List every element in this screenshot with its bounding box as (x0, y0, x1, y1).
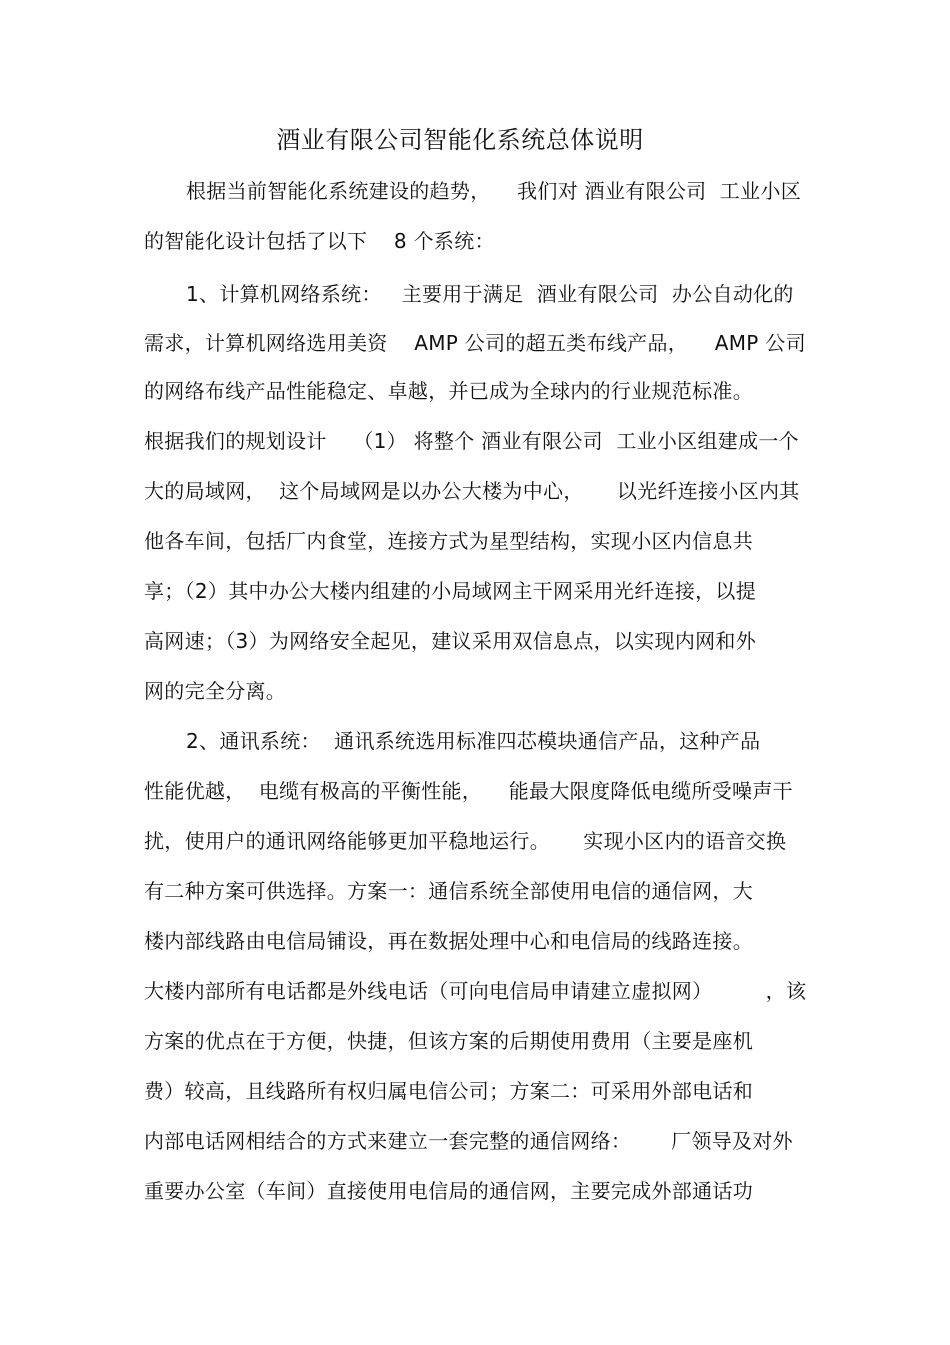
paragraph-line: 的智能化设计包括了以下 8 个系统： (144, 229, 495, 253)
paragraph-line: 网的完全分离。 (144, 679, 287, 703)
paragraph-line: 大的局域网， 这个局域网是以办公大楼为中心， 以光纤连接小区内其 (144, 479, 800, 503)
paragraph-line: 的网络布线产品性能稳定、卓越，并已成为全球内的行业规范标准。 (144, 379, 753, 403)
paragraph-line: 重要办公室（车间）直接使用电信局的通信网，主要完成外部通话功 (144, 1179, 753, 1203)
paragraph-line: 享；（2）其中办公大楼内组建的小局域网主干网采用光纤连接，以提 (144, 579, 757, 603)
paragraph-line: 费）较高，且线路所有权归属电信公司；方案二：可采用外部电话和 (144, 1079, 753, 1103)
document-title: 酒业有限公司智能化系统总体说明 (276, 126, 644, 154)
paragraph-line: 根据我们的规划设计 （1） 将整个 酒业有限公司 工业小区组建成一个 (144, 429, 799, 453)
paragraph-line: 内部电话网相结合的方式来建立一套完整的通信网络： 厂领导及对外 (144, 1129, 793, 1153)
paragraph-line: 他各车间，包括厂内食堂，连接方式为星型结构，实现小区内信息共 (144, 529, 753, 553)
paragraph-line: 高网速；（3）为网络安全起见，建议采用双信息点，以实现内网和外 (144, 629, 757, 653)
paragraph-line: 1、计算机网络系统： 主要用于满足 酒业有限公司 办公自动化的 (186, 282, 794, 306)
paragraph-line: 楼内部线路由电信局铺设，再在数据处理中心和电信局的线路连接。 (144, 929, 753, 953)
paragraph-line: 2、通讯系统： 通讯系统选用标准四芯模块通信产品，这种产品 (186, 729, 761, 753)
paragraph-line: 方案的优点在于方便，快捷，但该方案的后期使用费用（主要是座机 (144, 1029, 753, 1053)
paragraph-line: 有二种方案可供选择。方案一：通信系统全部使用电信的通信网，大 (144, 879, 753, 903)
paragraph-line: 性能优越， 电缆有极高的平衡性能， 能最大限度降低电缆所受噪声干 (144, 779, 793, 803)
paragraph-line: 根据当前智能化系统建设的趋势， 我们对 酒业有限公司 工业小区 (186, 179, 802, 203)
paragraph-line: 大楼内部所有电话都是外线电话（可向电信局申请建立虚拟网） ，该 (144, 979, 807, 1003)
paragraph-line: 扰，使用户的通讯网络能够更加平稳地运行。 实现小区内的语音交换 (144, 829, 787, 853)
paragraph-line: 需求，计算机网络选用美资 AMP 公司的超五类布线产品， AMP 公司 (144, 331, 806, 355)
